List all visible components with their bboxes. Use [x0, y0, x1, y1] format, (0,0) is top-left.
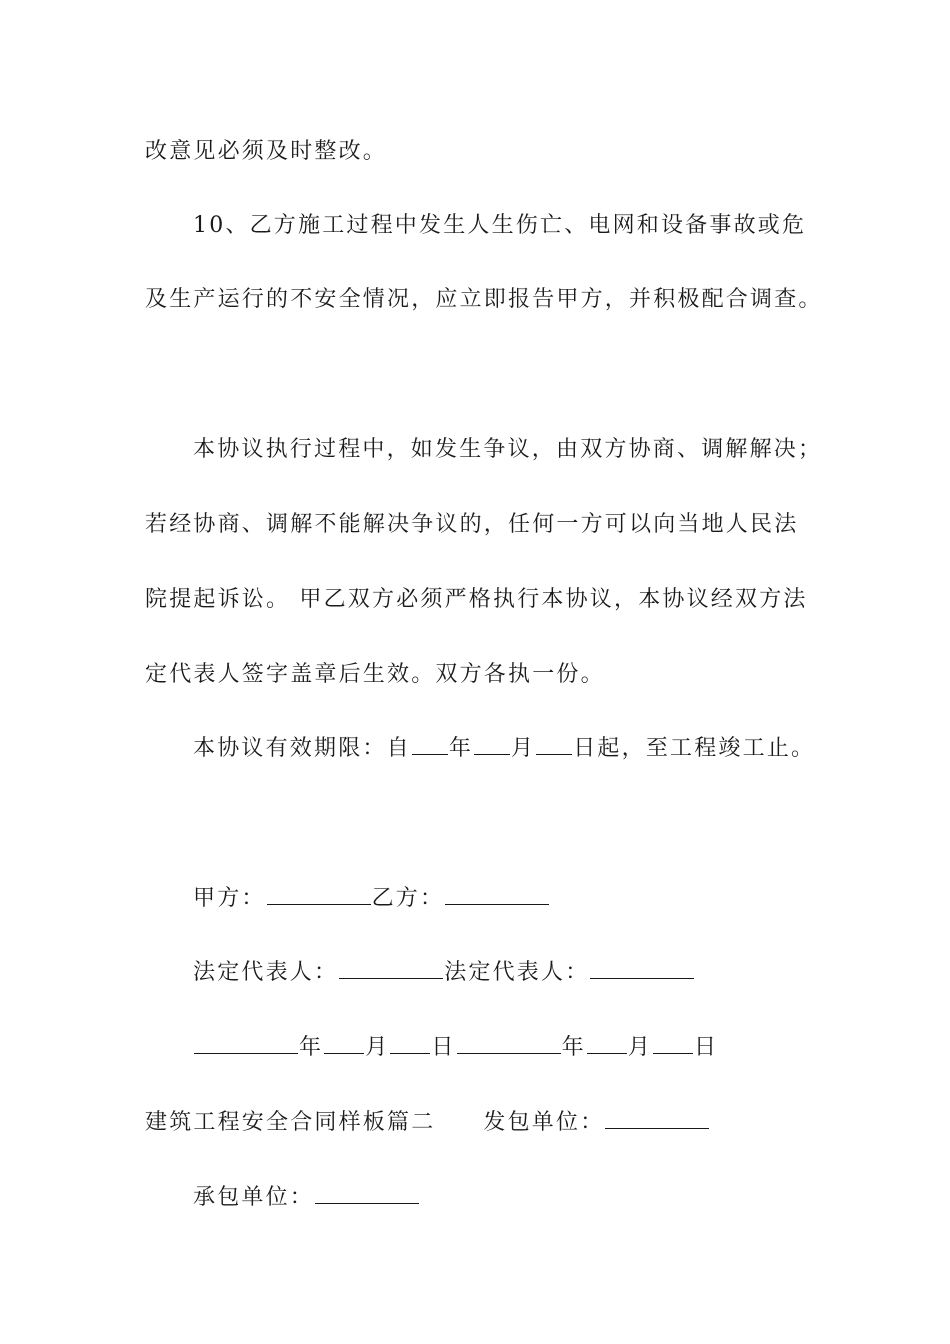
receiving-unit-line: [193, 1183, 873, 1213]
party-b-label: 乙方：: [371, 886, 445, 911]
legal-rep-a-label: 法定代表人：: [193, 960, 339, 985]
legal-rep-b-label: 法定代表人：: [444, 960, 590, 985]
date-a-year-blank[interactable]: [194, 1033, 298, 1054]
date-b-day-blank[interactable]: [653, 1033, 693, 1054]
year-blank[interactable]: [412, 734, 448, 755]
month-blank[interactable]: [474, 734, 510, 755]
date-a-month-label: 月: [365, 1035, 390, 1060]
issuing-unit-blank[interactable]: [605, 1108, 709, 1129]
legal-rep-b-blank[interactable]: [590, 958, 694, 979]
day-blank[interactable]: [536, 734, 572, 755]
party-a-blank[interactable]: [267, 884, 371, 905]
party-a-label: 甲方：: [193, 886, 266, 911]
date-line: [193, 1033, 873, 1063]
party-b-blank[interactable]: [445, 884, 549, 905]
date-b-year-label: 年: [561, 1035, 586, 1060]
section-title-line: [145, 1108, 825, 1138]
paragraph-line: 定代表人签字盖章后生效。双方各执一份。: [145, 662, 605, 687]
section-title: 建筑工程安全合同样板篇二: [145, 1110, 436, 1135]
issuing-unit-label: 发包单位：: [483, 1110, 605, 1135]
validity-month-label: 月: [511, 736, 536, 761]
party-line: [193, 884, 873, 914]
paragraph-line: 若经协商、调解不能解决争议的，任何一方可以向当地人民法: [145, 512, 799, 537]
receiving-unit-label: 承包单位：: [193, 1185, 315, 1210]
paragraph-line: 本协议执行过程中，如发生争议，由双方协商、调解解决；: [193, 437, 823, 462]
date-b-day-label: 日: [694, 1035, 719, 1060]
date-a-year-label: 年: [299, 1035, 324, 1060]
validity-year-label: 年: [448, 736, 474, 761]
paragraph-line: 10、乙方施工过程中发生人生伤亡、电网和设备事故或危: [193, 213, 807, 238]
date-b-year-blank[interactable]: [457, 1033, 561, 1054]
date-b-month-blank[interactable]: [587, 1033, 627, 1054]
paragraph-line: 改意见必须及时整改。: [145, 139, 388, 164]
validity-prefix: 本协议有效期限：自: [193, 736, 411, 761]
date-a-day-blank[interactable]: [390, 1033, 430, 1054]
date-a-day-label: 日: [431, 1035, 456, 1060]
legal-rep-line: [193, 958, 873, 988]
legal-rep-a-blank[interactable]: [339, 958, 443, 979]
receiving-unit-blank[interactable]: [315, 1183, 419, 1204]
paragraph-line: 及生产运行的不安全情况，应立即报告甲方，并积极配合调查。: [145, 287, 823, 312]
validity-line: [193, 734, 873, 764]
date-b-month-label: 月: [627, 1035, 653, 1060]
paragraph-line: 院提起诉讼。 甲乙双方必须严格执行本协议，本协议经双方法: [145, 587, 808, 612]
validity-day-suffix: 日起，至工程竣工止。: [573, 736, 816, 761]
date-a-month-blank[interactable]: [324, 1033, 364, 1054]
